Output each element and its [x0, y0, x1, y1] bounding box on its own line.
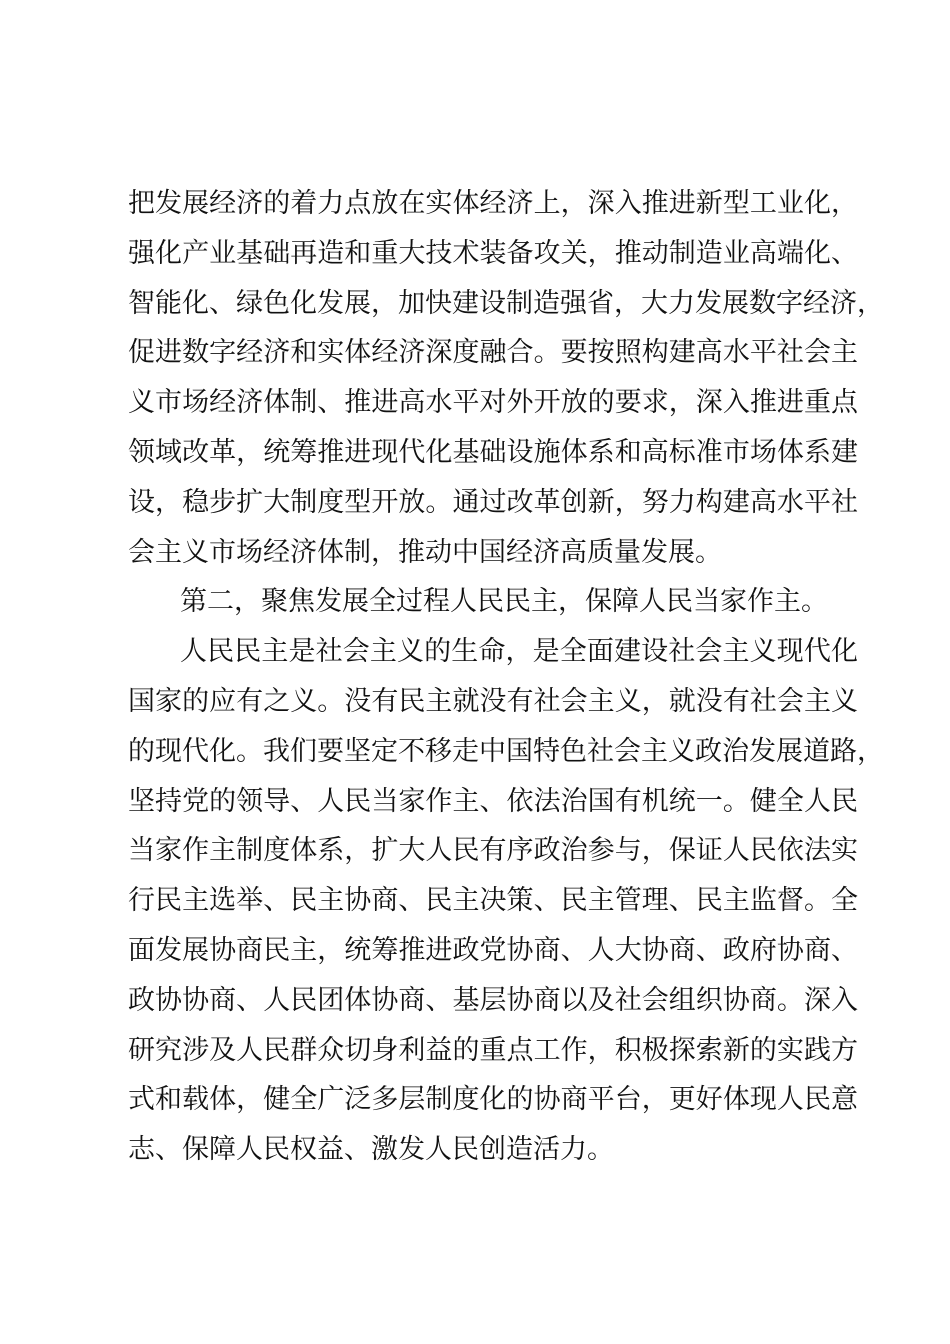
text-line: 人民民主是社会主义的生命，是全面建设社会主义现代化 — [180, 636, 858, 668]
text-line: 强化产业基础再造和重大技术装备攻关，推动制造业高端化、 — [128, 237, 858, 269]
text-line: 设，稳步扩大制度型开放。通过改革创新，努力构建高水平社 — [128, 486, 858, 518]
text-line: 第二，聚焦发展全过程人民民主，保障人民当家作主。 — [180, 586, 828, 618]
text-line: 的现代化。我们要坚定不移走中国特色社会主义政治发展道路， — [128, 735, 884, 767]
text-line: 领域改革，统筹推进现代化基础设施体系和高标准市场体系建 — [128, 437, 858, 468]
text-line: 国家的应有之义。没有民主就没有社会主义，就没有社会主义 — [128, 686, 858, 717]
text-line: 义市场经济体制、推进高水平对外开放的要求，深入推进重点 — [128, 387, 858, 419]
text-line: 政协协商、人民团体协商、基层协商以及社会组织协商。深入 — [128, 984, 858, 1016]
text-line: 坚持党的领导、人民当家作主、依法治国有机统一。健全人民 — [128, 785, 858, 817]
text-line: 面发展协商民主，统筹推进政党协商、人大协商、政府协商、 — [128, 935, 858, 966]
text-line: 研究涉及人民群众切身利益的重点工作，积极探索新的实践方 — [128, 1034, 858, 1066]
text-line: 智能化、绿色化发展，加快建设制造强省，大力发展数字经济， — [128, 287, 884, 319]
text-line: 行民主选举、民主协商、民主决策、民主管理、民主监督。全 — [128, 885, 858, 917]
text-line: 式和载体，健全广泛多层制度化的协商平台，更好体现人民意 — [128, 1084, 858, 1116]
text-line: 会主义市场经济体制，推动中国经济高质量发展。 — [128, 536, 722, 568]
text-line: 把发展经济的着力点放在实体经济上，深入推进新型工业化， — [128, 188, 858, 219]
text-line: 促进数字经济和实体经济深度融合。要按照构建高水平社会主 — [128, 337, 858, 369]
text-line: 志、保障人民权益、激发人民创造活力。 — [128, 1134, 614, 1166]
text-line: 当家作主制度体系，扩大人民有序政治参与，保证人民依法实 — [128, 835, 858, 867]
